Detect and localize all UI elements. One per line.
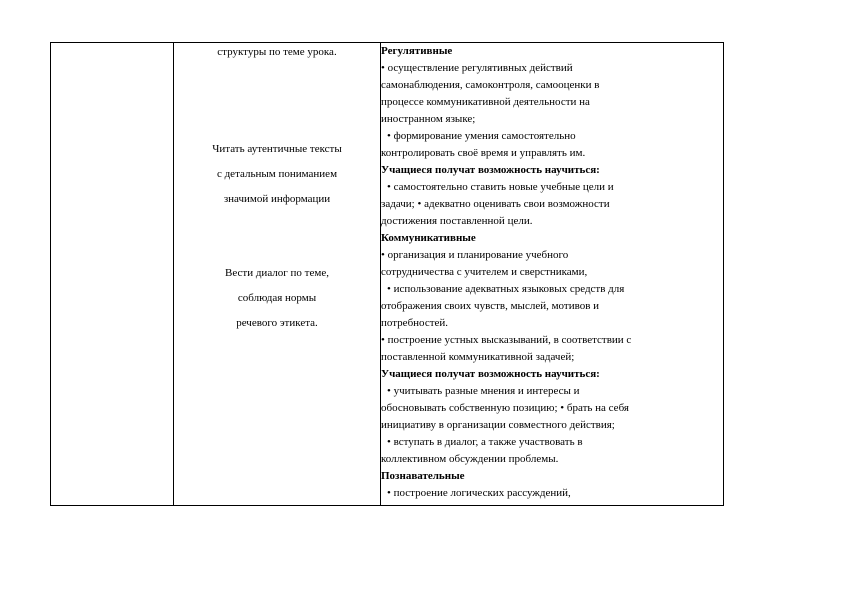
goals-cell [174, 43, 381, 506]
uud-line: коллективном обсуждении проблемы. [381, 453, 559, 465]
cognitive-heading: Познавательные [381, 470, 465, 482]
goal-dialogue [174, 261, 380, 336]
uud-line: сотрудничества с учителем и сверстниками, [381, 266, 588, 278]
uud-line: контролировать своё время и управлять им. [381, 147, 586, 159]
uud-line: отображения своих чувств, мыслей, мотивов и [381, 300, 600, 312]
uud-line: инициативу в организации совместного действия; [381, 419, 615, 431]
uud-line: достижения поставленной цели. [381, 215, 533, 227]
stage-cell [51, 43, 174, 506]
uud-line: задачи; • адекватно оценивать свои возможности [381, 198, 610, 210]
goal-text-1: структуры по теме урока. [217, 46, 337, 58]
uud-line: • самостоятельно ставить новые учебные цели и [387, 181, 614, 193]
uud-line: самонаблюдения, самоконтроля, самооценки в [381, 79, 600, 91]
table-row [51, 43, 724, 506]
goal-text-3: с детальным пониманием [216, 168, 338, 180]
goal-text-4: значимой информации [223, 193, 331, 205]
uud-line: поставленной коммуникативной задачей; [381, 351, 575, 363]
uud-line: потребностей. [381, 317, 449, 329]
uud-cell [381, 43, 724, 506]
uud-line: • построение логических рассуждений, [387, 487, 571, 499]
uud-line: • вступать в диалог, а также участвовать в [387, 436, 583, 448]
goal-text-5: Вести диалог по теме, [225, 267, 329, 279]
goal-text-7: речевого этикета. [236, 317, 318, 329]
uud-line: процессе коммуникативной деятельности на [381, 96, 590, 108]
regulative-subheading: Учащиеся получат возможность научиться: [381, 164, 600, 176]
goal-text-6: соблюдая нормы [237, 292, 317, 304]
regulative-heading: Регулятивные [381, 45, 453, 57]
lesson-plan-table [50, 42, 724, 506]
goal-reading [174, 137, 380, 212]
uud-line: • построение устных высказываний, в соответствии с [381, 334, 632, 346]
communicative-heading: Коммуникативные [381, 232, 476, 244]
uud-line: иностранном языке; [381, 113, 476, 125]
uud-line: • формирование умения самостоятельно [387, 130, 576, 142]
goal-text-2: Читать аутентичные тексты [212, 143, 342, 155]
uud-line: • организация и планирование учебного [381, 249, 569, 261]
communicative-subheading: Учащиеся получат возможность научиться: [381, 368, 600, 380]
uud-line: • учитывать разные мнения и интересы и [387, 385, 580, 397]
uud-line: • использование адекватных языковых средств для [387, 283, 625, 295]
uud-line: • осуществление регулятивных действий [381, 62, 573, 74]
uud-line: обосновывать собственную позицию; • брать на себя [381, 402, 629, 414]
